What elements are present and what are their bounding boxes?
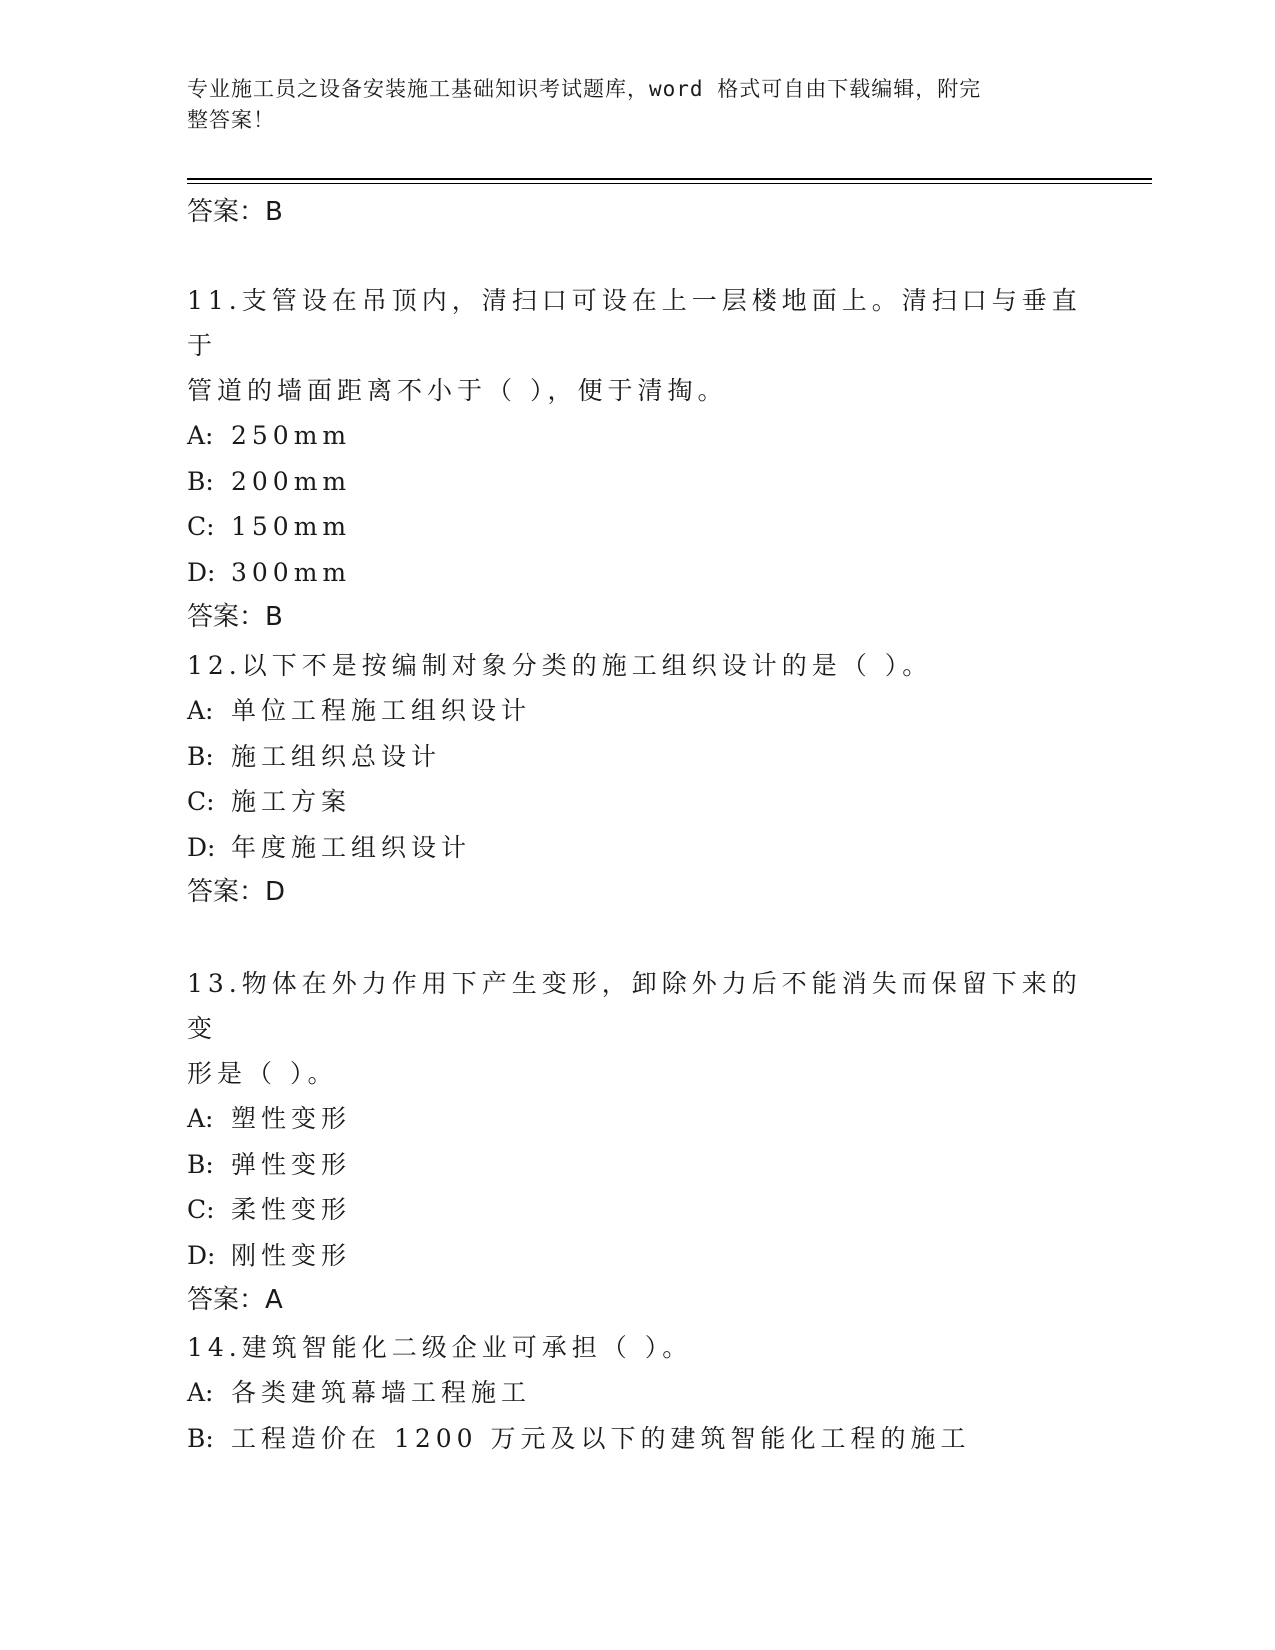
question-stem-line-2: 形是（ ）。 xyxy=(187,1059,338,1088)
option-text: 150mm xyxy=(231,512,352,541)
option-key: A: xyxy=(187,1378,214,1407)
option-text: 单位工程施工组织设计 xyxy=(231,696,532,725)
question-11 xyxy=(187,278,1087,640)
option-d xyxy=(187,550,1087,596)
header-divider-thick xyxy=(187,178,1152,180)
option-text: 年度施工组织设计 xyxy=(231,832,472,862)
option-text: 200mm xyxy=(231,466,352,496)
question-stem-line-1: 11.支管设在吊顶内，清扫口可设在上一层楼地面上。清扫口与垂直于 xyxy=(187,286,1082,360)
option-text: 柔性变形 xyxy=(231,1195,352,1224)
option-key: C: xyxy=(187,1195,215,1224)
option-key: C: xyxy=(187,787,215,816)
option-b xyxy=(187,1416,1087,1462)
option-text: 弹性变形 xyxy=(231,1149,352,1179)
option-a xyxy=(187,413,1087,459)
option-text: 各类建筑幕墙工程施工 xyxy=(231,1378,532,1407)
option-c xyxy=(187,779,1087,825)
option-b xyxy=(187,1142,1087,1188)
option-key: D: xyxy=(187,832,216,862)
previous-answer: 答案：B xyxy=(187,197,283,227)
option-a xyxy=(187,1370,1087,1416)
question-stem-line-1: 13.物体在外力作用下产生变形，卸除外力后不能消失而保留下来的变 xyxy=(187,969,1082,1043)
header-divider-thin xyxy=(187,183,1152,184)
option-key: A: xyxy=(187,696,214,725)
option-a xyxy=(187,1096,1087,1142)
option-key: C: xyxy=(187,512,215,541)
option-key: A: xyxy=(187,1104,214,1133)
document-header xyxy=(187,74,1067,136)
option-text: 塑性变形 xyxy=(231,1104,352,1133)
option-text: 工程造价在 1200 万元及以下的建筑智能化工程的施工 xyxy=(231,1423,971,1453)
option-key: B: xyxy=(187,741,214,771)
option-key: B: xyxy=(187,1149,214,1179)
option-c xyxy=(187,504,1087,550)
option-text: 刚性变形 xyxy=(231,1240,352,1270)
question-answer: 答案：D xyxy=(187,877,286,907)
question-14 xyxy=(187,1325,1087,1461)
option-key: D: xyxy=(187,1240,216,1270)
question-answer: 答案：B xyxy=(187,602,283,632)
option-key: D: xyxy=(187,557,216,587)
question-12 xyxy=(187,643,1087,915)
question-stem-line-1: 12.以下不是按编制对象分类的施工组织设计的是（ ）。 xyxy=(187,651,933,680)
option-b xyxy=(187,734,1087,780)
option-d xyxy=(187,825,1087,871)
option-a xyxy=(187,688,1087,734)
option-key: B: xyxy=(187,1423,214,1453)
option-text: 施工方案 xyxy=(231,787,352,816)
header-line-1: 专业施工员之设备安装施工基础知识考试题库，word 格式可自由下载编辑，附完 xyxy=(187,77,982,101)
option-text: 施工组织总设计 xyxy=(231,741,442,771)
option-text: 250mm xyxy=(231,421,352,450)
header-line-2: 整答案！ xyxy=(187,108,275,132)
option-key: B: xyxy=(187,466,214,496)
option-text: 300mm xyxy=(231,557,352,587)
question-answer: 答案：A xyxy=(187,1285,283,1315)
question-stem-line-1: 14.建筑智能化二级企业可承担（ ）。 xyxy=(187,1333,693,1362)
option-key: A: xyxy=(187,421,214,450)
option-d xyxy=(187,1233,1087,1279)
option-b xyxy=(187,459,1087,505)
option-c xyxy=(187,1187,1087,1233)
question-13 xyxy=(187,961,1087,1323)
question-stem-line-2: 管道的墙面距离不小于（ ），便于清掏。 xyxy=(187,376,728,405)
